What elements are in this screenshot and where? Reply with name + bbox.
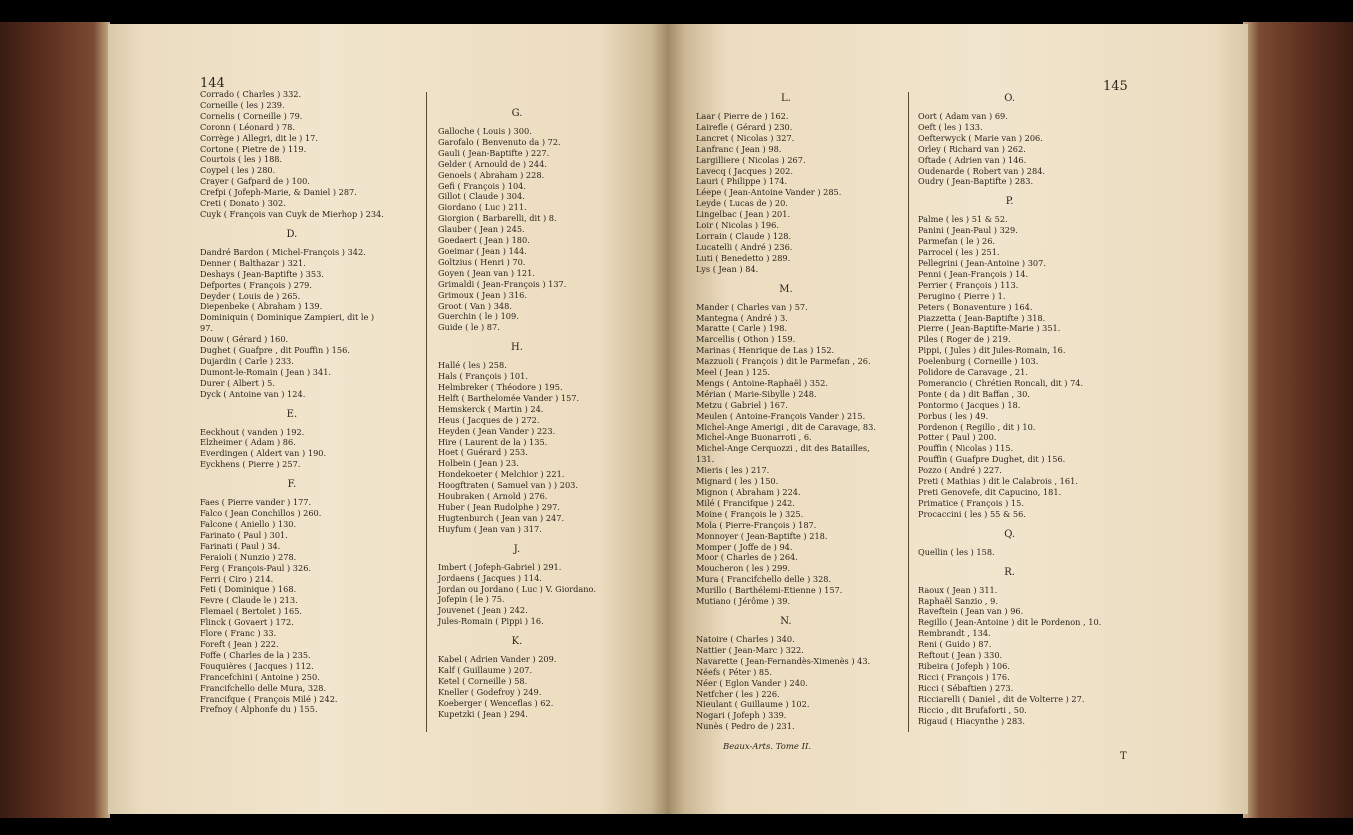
index-entry: Kalf ( Guillaume ) 207. bbox=[438, 665, 533, 676]
index-entry: Mander ( Charles van ) 57. bbox=[696, 301, 808, 312]
index-entry: Largilliere ( Nicolas ) 267. bbox=[696, 154, 806, 165]
index-entry: Nieulant ( Guillaume ) 102. bbox=[696, 699, 810, 710]
index-entry: Mola ( Pierre-François ) 187. bbox=[696, 519, 817, 530]
index-entry: Cuyk ( François van Cuyk de Mierhop ) 234. bbox=[200, 208, 384, 219]
index-entry: Cortone ( Pietre de ) 119. bbox=[200, 143, 307, 154]
index-entry: Meel ( Jean ) 125. bbox=[696, 367, 771, 378]
section-letter-heading: N. bbox=[780, 615, 792, 627]
index-entry: Hemskerck ( Martin ) 24. bbox=[438, 403, 544, 414]
index-entry: Lairefle ( Gérard ) 230. bbox=[696, 121, 793, 132]
index-entry: Ricci ( Sébaftien ) 273. bbox=[918, 682, 1014, 693]
section-letter-heading: L. bbox=[781, 93, 791, 104]
index-entry: Peters ( Bonaventure ) 164. bbox=[918, 301, 1033, 312]
index-entry: Crefpi ( Jofeph-Marie, & Daniel ) 287. bbox=[200, 187, 357, 198]
index-entry: Marcellis ( Othon ) 159. bbox=[696, 334, 796, 345]
index-entry: Dandré Bardon ( Michel-François ) 342. bbox=[200, 246, 366, 257]
column-divider-left bbox=[426, 92, 427, 732]
index-entry: Perrier ( François ) 113. bbox=[918, 279, 1019, 290]
index-entry: Parrocel ( les ) 251. bbox=[918, 247, 1000, 258]
index-entry: Francifque ( François Milé ) 242. bbox=[200, 693, 338, 704]
book-cover-left bbox=[0, 22, 110, 818]
index-entry: Orley ( Richard van ) 262. bbox=[918, 143, 1026, 154]
left-page-column-1 bbox=[200, 89, 384, 715]
index-entry: Panini ( Jean-Paul ) 329. bbox=[918, 225, 1018, 236]
index-entry: Quellin ( les ) 158. bbox=[918, 546, 995, 557]
index-entry: Hoogftraten ( Samuel van ) ) 203. bbox=[438, 480, 578, 491]
index-entry: Mantegna ( André ) 3. bbox=[696, 312, 788, 323]
index-entry: Fouquières ( Jacques ) 112. bbox=[200, 660, 314, 671]
index-entry: Defportes ( François ) 279. bbox=[200, 279, 312, 290]
index-entry: Diepenbeke ( Abraham ) 139. bbox=[200, 301, 323, 312]
index-entry: Kneller ( Godefroy ) 249. bbox=[438, 686, 542, 697]
index-entry: Cornelis ( Corneille ) 79. bbox=[200, 110, 303, 121]
index-entry: Porbus ( les ) 49. bbox=[918, 410, 989, 421]
section-letter-heading: R. bbox=[1004, 566, 1015, 578]
index-entry: Dyck ( Antoine van ) 124. bbox=[200, 388, 306, 399]
section-letter-heading: G. bbox=[511, 108, 523, 119]
section-letter-heading: K. bbox=[511, 636, 523, 648]
index-entry: Moine ( François le ) 325. bbox=[696, 508, 804, 519]
left-page-column-2 bbox=[438, 107, 596, 720]
index-entry: Fevre ( Claude le ) 213. bbox=[200, 595, 298, 606]
index-entry: Pomerancio ( Chrétien Roncali, dit ) 74. bbox=[918, 377, 1084, 388]
index-entry: Meulen ( Antoine-François Vander ) 215. bbox=[696, 410, 866, 421]
index-entry: Netfcher ( les ) 226. bbox=[696, 688, 780, 699]
index-entry: Eeckhout ( vanden ) 192. bbox=[200, 426, 305, 437]
index-entry: Pozzo ( André ) 227. bbox=[918, 465, 1002, 476]
index-entry: Huber ( Jean Rudolphe ) 297. bbox=[438, 502, 560, 512]
index-entry: Genoels ( Abraham ) 228. bbox=[438, 169, 545, 180]
index-entry: Lavecq ( Jacques ) 202. bbox=[696, 165, 793, 176]
index-entry: Ponte ( da ) dit Baffan , 30. bbox=[918, 388, 1030, 399]
index-entry: Frefnoy ( Alphonfe du ) 155. bbox=[200, 704, 318, 715]
index-entry: Oudry ( Jean-Baptifte ) 283. bbox=[918, 176, 1034, 187]
index-entry: Jordaens ( Jacques ) 114. bbox=[438, 572, 542, 583]
index-entry: Parmefan ( le ) 26. bbox=[918, 236, 996, 247]
index-entry: Lucatelli ( André ) 236. bbox=[696, 241, 793, 252]
catchword: T bbox=[1120, 751, 1127, 762]
index-entry: Francifchello delle Mura, 328. bbox=[200, 682, 327, 693]
index-entry: Corrège ) Allegri, dit le ) 17. bbox=[200, 132, 318, 143]
index-entry: Mignon ( Abraham ) 224. bbox=[696, 487, 801, 497]
index-entry: Dughet ( Guafpre , dit Pouffin ) 156. bbox=[200, 345, 350, 356]
index-entry: Regillo ( Jean-Antoine ) dit le Pordenon , 10. bbox=[918, 617, 1102, 628]
index-entry: Mutiano ( Jérôme ) 39. bbox=[696, 596, 791, 607]
index-entry: Ketel ( Corneille ) 58. bbox=[438, 675, 528, 686]
index-entry: Glauber ( Jean ) 245. bbox=[438, 224, 525, 235]
index-entry: Luti ( Benedetto ) 289. bbox=[696, 252, 791, 263]
left-page bbox=[108, 24, 668, 814]
index-entry: Goltzius ( Henri ) 70. bbox=[438, 256, 526, 267]
index-entry: Helmbreker ( Théodore ) 195. bbox=[438, 382, 563, 393]
section-letter-heading: F. bbox=[287, 479, 297, 491]
index-entry: Farinato ( Paul ) 301. bbox=[200, 529, 288, 540]
index-entry: Dujardin ( Carle ) 233. bbox=[200, 355, 294, 366]
index-entry: Dominiquin ( Dominique Zampieri, dit le ) bbox=[200, 312, 375, 323]
index-entry: Oort ( Adam van ) 69. bbox=[918, 111, 1008, 121]
index-entry: Pouffin ( Guafpre Dughet, dit ) 156. bbox=[918, 454, 1066, 465]
index-entry: Piazzetta ( Jean-Baptifte ) 318. bbox=[918, 312, 1046, 323]
section-letter-heading: J. bbox=[513, 543, 521, 555]
index-entry: Preti ( Mathias ) dit le Calabrois , 161. bbox=[918, 476, 1078, 487]
index-entry: Momper ( Joffe de ) 94. bbox=[696, 541, 793, 552]
index-entry: Lingelbac ( Jean ) 201. bbox=[696, 209, 791, 220]
index-entry: Mérian ( Marie-Sibylle ) 248. bbox=[696, 388, 817, 399]
index-entry: Mignard ( les ) 150. bbox=[696, 476, 779, 487]
index-entry: Primatice ( François ) 15. bbox=[918, 497, 1024, 508]
index-entry: Guerchin ( le ) 109. bbox=[438, 311, 519, 322]
index-entry: Oudenarde ( Robert van ) 284. bbox=[918, 165, 1046, 176]
index-entry: Murillo ( Barthélemi-Etienne ) 157. bbox=[696, 585, 843, 596]
index-entry: Galloche ( Louis ) 300. bbox=[438, 126, 532, 136]
index-entry: Heyden ( Jean Vander ) 223. bbox=[438, 425, 556, 436]
index-entry: Lauri ( Philippe ) 174. bbox=[696, 176, 788, 187]
index-entry: Jules-Romain ( Pippi ) 16. bbox=[438, 616, 544, 627]
index-entry: Navarette ( Jean-Fernandès-Ximenès ) 43. bbox=[696, 655, 871, 666]
section-letter-heading: M. bbox=[779, 283, 793, 295]
index-entry: Koeberger ( Wenceflas ) 62. bbox=[438, 697, 554, 708]
index-entry: Reni ( Guido ) 87. bbox=[918, 639, 992, 650]
index-entry: Giorgion ( Barbarelli, dit ) 8. bbox=[438, 213, 557, 224]
index-entry: Michel-Ange Buonarroti , 6. bbox=[696, 432, 812, 443]
index-entry: Giordano ( Luc ) 211. bbox=[438, 202, 527, 213]
index-entry: Corrado ( Charles ) 332. bbox=[200, 89, 302, 99]
index-entry: Elzheimer ( Adam ) 86. bbox=[200, 437, 296, 448]
index-entry: Coypel ( les ) 280. bbox=[200, 165, 276, 176]
index-entry: Natoire ( Charles ) 340. bbox=[696, 633, 795, 644]
right-page-column-2 bbox=[918, 92, 1101, 726]
right-page bbox=[668, 24, 1248, 814]
index-entry: Kabel ( Adrien Vander ) 209. bbox=[438, 654, 557, 665]
index-entry: Denner ( Balthazar ) 321. bbox=[200, 257, 306, 268]
index-entry: Holbein ( Jean ) 23. bbox=[438, 458, 519, 469]
index-entry: Ribeira ( Jofeph ) 106. bbox=[918, 660, 1010, 671]
index-entry: Flemael ( Bertolet ) 165. bbox=[200, 606, 303, 617]
book-cover-right bbox=[1243, 22, 1353, 818]
index-entry: Gillot ( Claude ) 304. bbox=[438, 191, 525, 202]
index-entry: Oeft ( les ) 133. bbox=[918, 121, 983, 132]
index-entry: Houbraken ( Arnold ) 276. bbox=[438, 491, 548, 502]
index-entry: Rembrandt , 134. bbox=[918, 628, 991, 639]
index-entry: Monnoyer ( Jean-Baptifte ) 218. bbox=[696, 530, 828, 541]
index-entry: Polidore de Caravage , 21. bbox=[918, 367, 1028, 378]
index-entry: Courtois ( les ) 188. bbox=[200, 154, 283, 165]
index-entry: Crayer ( Gafpard de ) 100. bbox=[200, 176, 310, 187]
index-entry: Pierre ( Jean-Baptifte-Marie ) 351. bbox=[918, 323, 1061, 334]
index-entry: Flinck ( Govaert ) 172. bbox=[200, 617, 294, 628]
index-entry: Grimoux ( Jean ) 316. bbox=[438, 289, 527, 300]
section-letter-heading: P. bbox=[1005, 196, 1014, 208]
index-entry: Loir ( Nicolas ) 196. bbox=[696, 220, 779, 231]
index-entry: 97. bbox=[200, 323, 214, 334]
index-entry: Everdingen ( Aldert van ) 190. bbox=[200, 448, 327, 459]
index-entry: Perugino ( Pierre ) 1. bbox=[918, 290, 1006, 301]
index-entry: Procaccini ( les ) 55 & 56. bbox=[918, 508, 1026, 519]
index-entry: Néefs ( Péter ) 85. bbox=[696, 666, 772, 677]
index-entry: Michel-Ange Cerquozzi , dit des Batailles, bbox=[696, 443, 870, 454]
index-entry: Nattier ( Jean-Marc ) 322. bbox=[696, 644, 804, 655]
index-entry: Pellegrini ( Jean-Antoine ) 307. bbox=[918, 257, 1046, 268]
index-entry: Reftout ( Jean ) 330. bbox=[918, 650, 1003, 661]
index-entry: Hugtenburch ( Jean van ) 247. bbox=[438, 512, 565, 523]
right-page-column-1 bbox=[696, 92, 876, 732]
index-entry: Hoet ( Guérard ) 253. bbox=[438, 447, 528, 458]
section-letter-heading: Q. bbox=[1004, 528, 1016, 540]
index-entry: Jordan ou Jordano ( Luc ) V. Giordano. bbox=[438, 583, 596, 594]
index-entry: Nunès ( Pedro de ) 231. bbox=[696, 721, 795, 732]
index-entry: Hals ( François ) 101. bbox=[438, 371, 528, 382]
index-entry: Lancret ( Nicolas ) 327. bbox=[696, 132, 795, 143]
index-entry: Huyfum ( Jean van ) 317. bbox=[438, 523, 542, 534]
index-entry: Léepe ( Jean-Antoine Vander ) 285. bbox=[696, 187, 842, 198]
index-entry: Goeimar ( Jean ) 144. bbox=[438, 245, 527, 256]
index-entry: Mura ( Francifchello delle ) 328. bbox=[696, 574, 832, 585]
index-entry: Eyckhens ( Pierre ) 257. bbox=[200, 459, 301, 470]
index-entry: Faes ( Pierre vander ) 177. bbox=[200, 497, 312, 508]
index-entry: Piles ( Roger de ) 219. bbox=[918, 334, 1011, 345]
index-entry: Francefchini ( Antoine ) 250. bbox=[200, 671, 320, 682]
index-entry: Ferg ( François-Paul ) 326. bbox=[200, 562, 312, 573]
index-entry: Helft ( Barthelomée Vander ) 157. bbox=[438, 392, 580, 403]
index-entry: Néer ( Eglon Vander ) 240. bbox=[696, 677, 808, 688]
index-entry: Kupetzki ( Jean ) 294. bbox=[438, 708, 528, 719]
index-entry: Gefi ( François ) 104. bbox=[438, 180, 526, 191]
index-entry: Riccio , dit Brufaforti , 50. bbox=[918, 704, 1027, 715]
index-entry: Durer ( Albert ) 5. bbox=[200, 377, 275, 388]
index-entry: Pordenon ( Regillo , dit ) 10. bbox=[918, 421, 1036, 432]
index-entry: Moor ( Charles de ) 264. bbox=[696, 552, 798, 563]
index-entry: Hondekoeter ( Melchior ) 221. bbox=[438, 469, 565, 480]
index-entry: Deshays ( Jean-Baptifte ) 353. bbox=[200, 268, 324, 279]
index-entry: Garofalo ( Benvenuto da ) 72. bbox=[438, 136, 561, 147]
index-entry: Pontormo ( Jacques ) 18. bbox=[918, 399, 1021, 410]
index-entry: Gauli ( Jean-Baptifte ) 227. bbox=[438, 147, 550, 158]
index-entry: Poelenburg ( Corneille ) 103. bbox=[918, 356, 1039, 367]
index-entry: Dumont-le-Romain ( Jean ) 341. bbox=[200, 366, 332, 377]
index-entry: Falco ( Jean Conchillos ) 260. bbox=[200, 508, 322, 519]
index-entry: Leyde ( Lucas de ) 20. bbox=[696, 198, 788, 209]
index-entry: Heus ( Jacques de ) 272. bbox=[438, 414, 540, 425]
index-entry: Flore ( Franc ) 33. bbox=[200, 628, 277, 639]
index-entry: Pouffin ( Nicolas ) 115. bbox=[918, 443, 1014, 454]
index-entry: Guide ( le ) 87. bbox=[438, 322, 500, 333]
index-entry: Ferri ( Ciro ) 214. bbox=[200, 573, 274, 584]
index-entry: Douw ( Gérard ) 160. bbox=[200, 334, 289, 345]
index-entry: Maratte ( Carle ) 198. bbox=[696, 323, 788, 334]
signature-mark: Beaux-Arts. Tome II. bbox=[723, 742, 812, 752]
index-entry: Foreft ( Jean ) 222. bbox=[200, 638, 279, 649]
index-entry: 131. bbox=[696, 454, 715, 465]
index-entry: Nogari ( Jofeph ) 339. bbox=[696, 710, 787, 721]
index-entry: Coronn ( Léonard ) 78. bbox=[200, 121, 295, 132]
page-number-right: 145 bbox=[1103, 79, 1128, 94]
index-entry: Milé ( Francifque ) 242. bbox=[696, 497, 795, 508]
index-entry: Ricciarelli ( Daniel , dit de Volterre ) 27. bbox=[918, 693, 1085, 704]
index-entry: Raphaël Sanzio , 9. bbox=[918, 595, 998, 606]
index-entry: Penni ( Jean-François ) 14. bbox=[918, 268, 1029, 279]
index-entry: Falcone ( Aniello ) 130. bbox=[200, 519, 297, 529]
index-entry: Groot ( Van ) 348. bbox=[438, 300, 512, 311]
index-entry: Lorrain ( Claude ) 128. bbox=[696, 230, 792, 241]
column-divider-right bbox=[908, 92, 909, 732]
index-entry: Hallé ( les ) 258. bbox=[438, 360, 507, 371]
page-number-left: 144 bbox=[200, 76, 225, 91]
index-entry: Moucheron ( les ) 299. bbox=[696, 563, 791, 574]
index-entry: Rigaud ( Hiacynthe ) 283. bbox=[918, 715, 1025, 726]
index-entry: Raoux ( Jean ) 311. bbox=[918, 584, 998, 595]
index-entry: Oefterwyck ( Marie van ) 206. bbox=[918, 132, 1043, 143]
index-entry: Ricci ( François ) 176. bbox=[918, 671, 1010, 682]
index-entry: Feraioli ( Nunzio ) 278. bbox=[200, 551, 297, 562]
index-entry: Preti Genovefe, dit Capucino, 181. bbox=[918, 487, 1062, 497]
index-entry: Feti ( Dominique ) 168. bbox=[200, 584, 297, 595]
index-entry: Foffe ( Charles de la ) 235. bbox=[200, 649, 311, 660]
index-entry: Oftade ( Adrien van ) 146. bbox=[918, 154, 1027, 165]
index-entry: Corneille ( les ) 239. bbox=[200, 99, 285, 110]
index-entry: Michel-Ange Amerigi , dit de Caravage, 83. bbox=[696, 421, 876, 432]
index-entry: Goyen ( Jean van ) 121. bbox=[438, 267, 535, 278]
index-entry: Mazzuoli ( François ) dit le Parmefan , 26. bbox=[696, 356, 871, 367]
index-entry: Mengs ( Antoine-Raphaël ) 352. bbox=[696, 377, 828, 388]
index-entry: Palme ( les ) 51 & 52. bbox=[918, 214, 1008, 225]
index-entry: Hire ( Laurent de la ) 135. bbox=[438, 436, 548, 447]
section-letter-heading: H. bbox=[511, 342, 523, 354]
index-entry: Marinas ( Henrique de Las ) 152. bbox=[696, 345, 835, 356]
index-entry: Imbert ( Jofeph-Gabriel ) 291. bbox=[438, 561, 562, 572]
index-entry: Goedaert ( Jean ) 180. bbox=[438, 235, 530, 246]
index-entry: Mieris ( les ) 217. bbox=[696, 465, 770, 476]
index-entry: Metzu ( Gabriel ) 167. bbox=[696, 399, 788, 410]
index-entry: Deyder ( Louis de ) 265. bbox=[200, 290, 301, 301]
index-entry: Farinati ( Paul ) 34. bbox=[200, 540, 281, 551]
index-entry: Gelder ( Arnould de ) 244. bbox=[438, 158, 547, 169]
section-letter-heading: E. bbox=[286, 408, 298, 420]
section-letter-heading: O. bbox=[1004, 93, 1016, 104]
index-entry: Pippi, ( Jules ) dit Jules-Romain, 16. bbox=[918, 345, 1066, 356]
index-entry: Laar ( Pierre de ) 162. bbox=[696, 111, 789, 121]
index-entry: Grimaldi ( Jean-François ) 137. bbox=[438, 278, 567, 289]
index-entry: Jouvenet ( Jean ) 242. bbox=[438, 605, 528, 616]
index-entry: Jofepin ( le ) 75. bbox=[438, 594, 505, 605]
index-entry: Lys ( Jean ) 84. bbox=[696, 263, 759, 274]
index-entry: Lanfranc ( Jean ) 98. bbox=[696, 143, 782, 154]
index-entry: Creti ( Donato ) 302. bbox=[200, 198, 286, 209]
index-entry: Raveftein ( Jean van ) 96. bbox=[918, 606, 1024, 617]
index-entry: Potter ( Paul ) 200. bbox=[918, 432, 997, 443]
section-letter-heading: D. bbox=[286, 228, 298, 240]
